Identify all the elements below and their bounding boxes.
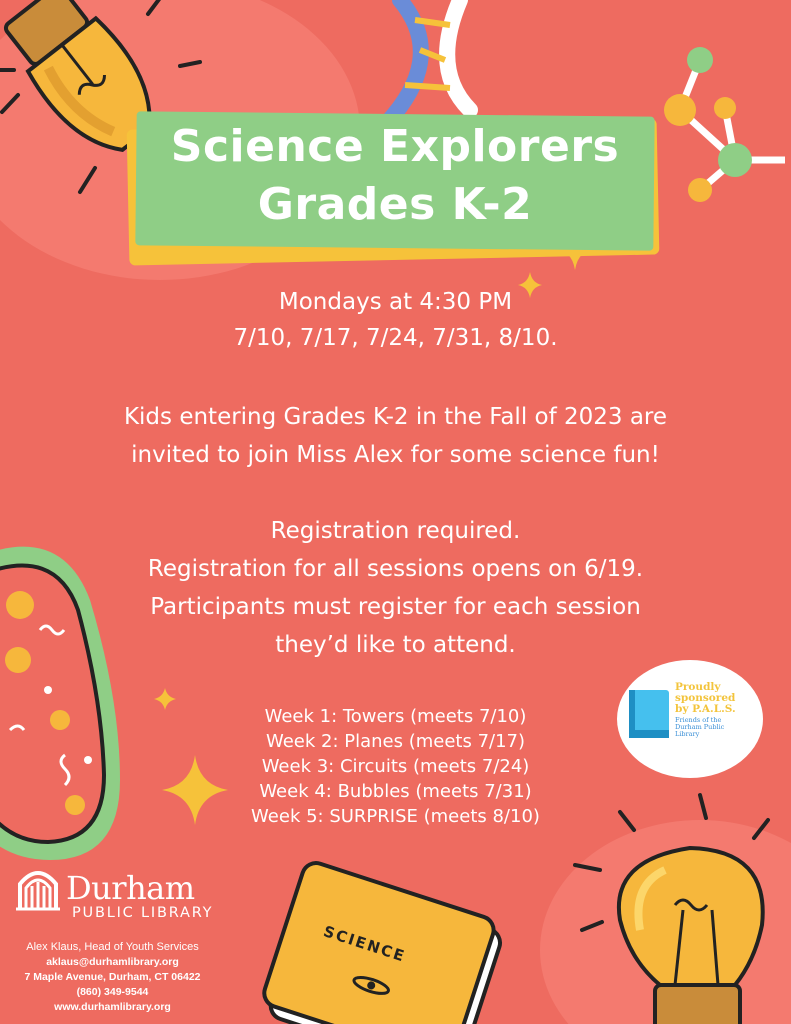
- list-item: Week 1: Towers (meets 7/10): [264, 706, 527, 727]
- schedule-dates: 7/10, 7/17, 7/24, 7/31, 8/10.: [233, 325, 558, 351]
- contact-address: 7 Maple Avenue, Durham, CT 06422: [24, 971, 201, 983]
- description-line: Kids entering Grades K-2 in the Fall of 2023 are: [123, 404, 668, 430]
- sponsor-subline: Library: [675, 730, 700, 738]
- sponsor-line: by P.A.L.S.: [675, 703, 736, 715]
- library-logo: [12, 862, 217, 932]
- list-item: Week 5: SURPRISE (meets 8/10): [251, 806, 540, 827]
- sponsor-line: Proudly: [675, 681, 721, 693]
- contact-email[interactable]: aklaus@durhamlibrary.org: [46, 956, 179, 968]
- description: [0, 398, 791, 474]
- molecule-icon: [664, 47, 785, 202]
- sponsor-subline: Friends of the: [675, 716, 722, 724]
- list-item: Week 4: Bubbles (meets 7/31): [259, 781, 532, 802]
- registration-line: Participants must register for each session: [150, 594, 641, 620]
- registration-line: Registration required.: [270, 518, 521, 544]
- sponsor-line: sponsored: [675, 692, 736, 704]
- description-line: invited to join Miss Alex for some science fun!: [131, 442, 660, 468]
- lightbulb-icon: [575, 795, 768, 1024]
- list-item: Week 2: Planes (meets 7/17): [265, 731, 526, 752]
- title-banner: [124, 112, 664, 264]
- contact-name: Alex Klaus, Head of Youth Services: [26, 941, 199, 953]
- sponsor-subtext: [675, 717, 755, 738]
- registration-info: [0, 512, 791, 664]
- sponsor-badge: [617, 660, 763, 778]
- schedule: [0, 284, 791, 356]
- library-subtitle: PUBLIC LIBRARY: [72, 905, 214, 921]
- library-building-icon: [14, 864, 62, 912]
- library-name: Durham: [66, 869, 195, 907]
- contact-phone: (860) 349-9544: [76, 986, 149, 998]
- title-line: Grades K-2: [257, 179, 533, 230]
- registration-line: Registration for all sessions opens on 6/19.: [147, 556, 644, 582]
- contact-info: [0, 940, 225, 1015]
- sponsor-text: [675, 682, 755, 715]
- list-item: Week 3: Circuits (meets 7/24): [261, 756, 530, 777]
- registration-line: they’d like to attend.: [275, 632, 516, 658]
- page-title: [136, 118, 654, 234]
- schedule-time: Mondays at 4:30 PM: [278, 289, 513, 315]
- dna-icon: [380, 0, 470, 130]
- book-label: SCIENCE: [321, 922, 409, 966]
- book-icon: [627, 688, 673, 742]
- library-website-link[interactable]: www.durhamlibrary.org: [54, 1001, 171, 1013]
- sponsor-subline: Durham Public: [675, 723, 725, 731]
- title-line: Science Explorers: [170, 121, 620, 172]
